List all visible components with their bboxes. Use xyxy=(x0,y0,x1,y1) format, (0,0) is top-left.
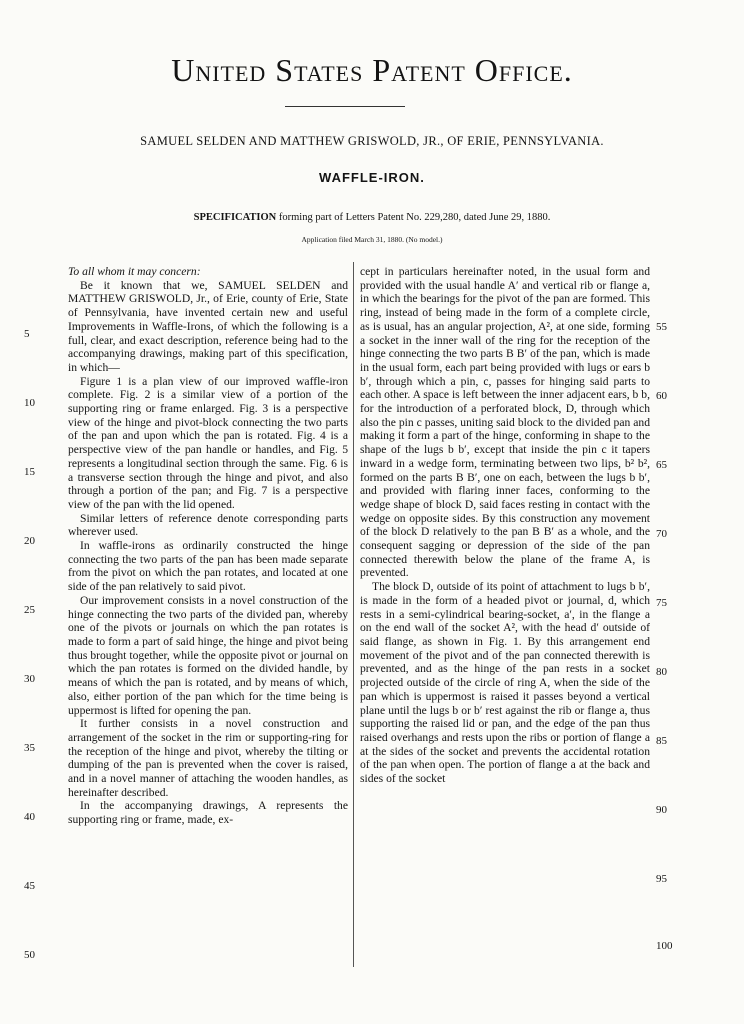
paragraph: Our improvement consists in a novel construction of the hinge connecting the two parts of the divided pan, whereby one of the pivots or journals on which the pan rotates is made to form a part of said hinge, the hinge and pivot being thus brought together, while the opposite pivot or journal on which the pan rotates is formed on the divided handle, by means of which the pan is rotated, and by means of which, also, either portion of the pan which for the time being is uppermost is lifted for opening the pan. xyxy=(68,593,348,717)
specification-label: SPECIFICATION xyxy=(193,212,277,223)
line-number: 60 xyxy=(656,390,667,402)
office-heading: United States Patent Office. xyxy=(171,52,573,88)
header-rule xyxy=(285,106,405,107)
paragraph: Be it known that we, SAMUEL SELDEN and MATTHEW GRISWOLD, Jr., of Erie, county of Erie, State of Pennsylvania, have invented certain new and useful Improvements in Waffle-Irons, of which the following is a full, clear, and exact description, reference being had to the accompanying drawings, making part of this specification, in which— xyxy=(68,278,348,374)
column-divider xyxy=(353,262,354,967)
paragraph: It further consists in a novel construction and arrangement of the socket in the rim or supporting-ring for the reception of the hinge and pivot, whereby the tilting or dumping of the pan is prevented when the cover is raised, and in a novel manner of attaching the wooden handles, as hereinafter described. xyxy=(68,717,348,799)
right-column xyxy=(360,265,650,786)
specification-line xyxy=(0,212,744,223)
line-number: 15 xyxy=(24,466,35,478)
line-number: 5 xyxy=(24,328,30,340)
line-number: 80 xyxy=(656,666,667,678)
paragraph: In the accompanying drawings, A represents the supporting ring or frame, made, ex- xyxy=(68,799,348,827)
line-number: 35 xyxy=(24,742,35,754)
inventors-line: SAMUEL SELDEN AND MATTHEW GRISWOLD, JR., OF ERIE, PENNSYLVANIA. xyxy=(140,134,604,148)
line-number: 55 xyxy=(656,321,667,333)
line-number: 65 xyxy=(656,459,667,471)
line-number: 10 xyxy=(24,397,35,409)
line-number: 90 xyxy=(656,804,667,816)
line-number: 40 xyxy=(24,811,35,823)
line-number: 25 xyxy=(24,604,35,616)
paragraph: Figure 1 is a plan view of our improved waffle-iron complete. Fig. 2 is a similar view of a portion of the supporting ring or frame enlarged. Fig. 3 is a perspective view of the hinge and pivot-block connecting the two parts of the pan and upon which the pan is rotated. Fig. 4 is a perspective view of the pan handle or handles, and Fig. 5 represents a longitudinal section through the same. Fig. 6 is a transverse section through the hinge and pivot, and also through a portion of the pan; and Fig. 7 is a perspective view of the pan with the lid opened. xyxy=(68,374,348,511)
application-filed-line: Application filed March 31, 1880. (No model.) xyxy=(301,235,443,244)
line-number: 85 xyxy=(656,735,667,747)
line-number: 95 xyxy=(656,873,667,885)
line-number: 30 xyxy=(24,673,35,685)
paragraph: cept in particulars hereinafter noted, in the usual form and provided with the usual handle A′ and vertical rib or flange a, in which the bearings for the pivot of the pan are formed. This ring, instead of being made in the form of a complete circle, as is usual, has an angular projection, A², at one side, forming a socket in the inner wall of the ring for the reception of the hinge connecting the two parts B B′ of the pan, which is made in the usual form, each part being provided with lugs or ears b b′, through which a pin, c, passes for hinging said parts to each other. A space is left between the inner adjacent ears, b b, for the introduction of a perforated block, D, through which also the pin c passes, uniting said block to the divided pan and making it form a part of the hinge, conforming in shape to the shape of the lugs b b′, except that inside the pin c it tapers inward in a wedge form, terminating between two lips, b² b², formed on the parts B B′, one on each, between the lugs b b′, and provided with flaring inner faces, conforming to the wedge shape of block D, said faces resting in contact with the wedge on opposite sides. By this construction any movement of the block D relatively to the pan B B′ as a whole, and the consequent sagging or depression of the side of the pan connected therewith below the plane of the frame A, is prevented. xyxy=(360,265,650,580)
paragraph: In waffle-irons as ordinarily constructed the hinge connecting the two parts of the pan has been made separate from the pivot on which the pan rotates, and located at one side of the pan relatively to said pivot. xyxy=(68,539,348,594)
line-number: 45 xyxy=(24,880,35,892)
line-number: 50 xyxy=(24,949,35,961)
paragraph: The block D, outside of its point of attachment to lugs b b′, is made in the form of a headed pivot or journal, d, which rests in a semi-cylindrical bearing-socket, a′, in the flange a on the end wall of the socket A², with the head d′ outside of said flange, as shown in Fig. 1. By this arrangement end movement of the pivot and of the pan connected therewith is prevented, and as the hinge of the pan rests in a socket projected outside of the circle of ring A, when the side of the pan which is uppermost is raised it passes beyond a vertical plane until the lugs b or b′ rest against the rib or flange a, thus supporting the raised lid or pan, and the edge of the pan thus raised overhangs and rests upon the ribs or portion of flange a at the sides of the socket and prevents the accidental rotation of the pan when open. The portion of flange a at the back and sides of the socket xyxy=(360,580,650,786)
line-number: 75 xyxy=(656,597,667,609)
paragraph: Similar letters of reference denote corresponding parts wherever used. xyxy=(68,511,348,539)
salutation: To all whom it may concern: xyxy=(68,265,201,278)
line-number: 100 xyxy=(656,940,673,952)
line-number: 20 xyxy=(24,535,35,547)
line-number: 70 xyxy=(656,528,667,540)
invention-title: WAFFLE-IRON. xyxy=(319,170,425,185)
left-column xyxy=(68,265,348,827)
specification-detail: forming part of Letters Patent No. 229,280, dated June 29, 1880. xyxy=(278,212,551,223)
